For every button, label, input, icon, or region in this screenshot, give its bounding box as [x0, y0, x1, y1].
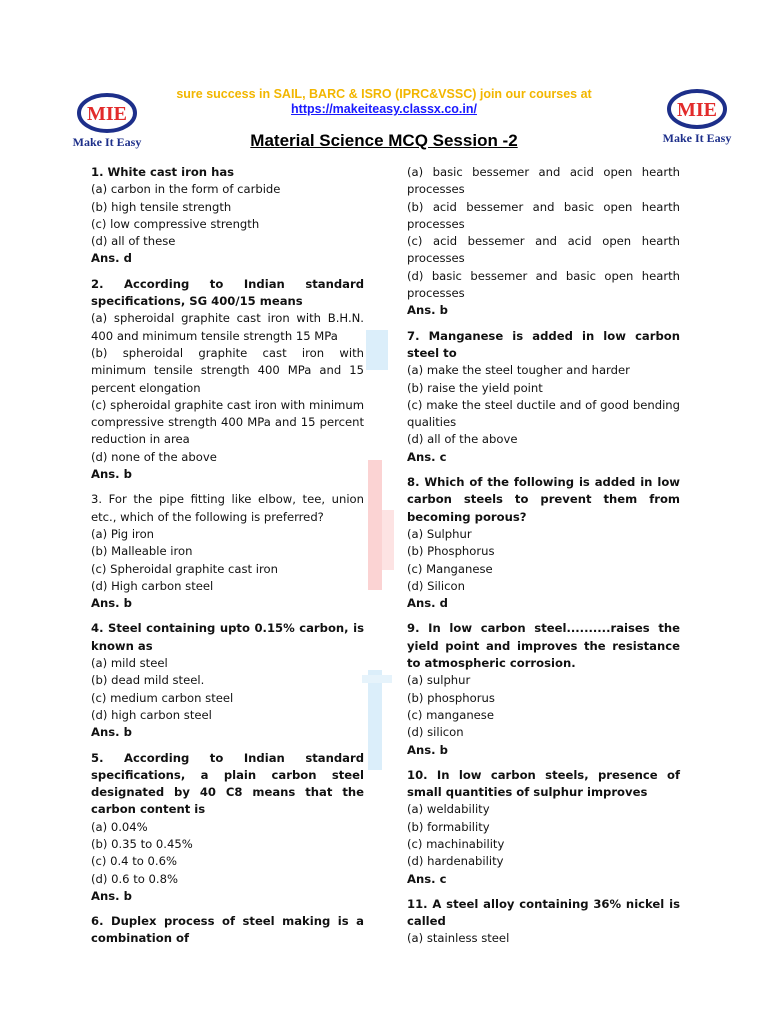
- mie-logo-icon: [666, 88, 728, 130]
- logo-left: [62, 92, 152, 149]
- answer-key: Ans. c: [407, 449, 447, 464]
- question-text: 10. In low carbon steels, presence of small quantities of sulphur improves: [407, 767, 680, 800]
- answer-option: (a) weldability: [407, 802, 490, 817]
- answer-option: (b) Phosphorus: [407, 544, 495, 559]
- courses-link[interactable]: https://makeiteasy.classx.co.in/: [291, 102, 477, 116]
- answer-option: (a) make the steel tougher and harder: [407, 363, 630, 378]
- question-block: [91, 750, 364, 906]
- answer-key: Ans. d: [407, 596, 448, 611]
- answer-option: (d) Silicon: [407, 578, 465, 593]
- answer-option: (c) 0.4 to 0.6%: [91, 854, 178, 869]
- answer-option: (c) low compressive strength: [91, 216, 260, 231]
- question-text: 7. Manganese is added in low carbon steel to: [407, 328, 680, 360]
- answer-option: (c) machinability: [407, 836, 505, 851]
- answer-option: (c) spheroidal graphite cast iron with minimum compressive strength 400 MPa and 15 percent reduction in area: [91, 397, 364, 447]
- answer-key: Ans. b: [91, 467, 132, 482]
- answer-option: (b) dead mild steel.: [91, 673, 205, 688]
- answer-option: (a) sulphur: [407, 673, 471, 688]
- question-block: [407, 164, 680, 320]
- logo-caption: Make It Easy: [72, 135, 142, 149]
- answer-option: (c) acid bessemer and acid open hearth processes: [407, 234, 680, 266]
- answer-option: (b) acid bessemer and basic open hearth processes: [407, 199, 680, 231]
- answer-option: (b) phosphorus: [407, 690, 495, 705]
- answer-option: (b) raise the yield point: [407, 380, 543, 395]
- question-text: 3. For the pipe fitting like elbow, tee, union etc., which of the following is preferred?: [91, 492, 364, 524]
- question-text: 4. Steel containing upto 0.15% carbon, is known as: [91, 621, 364, 653]
- answer-option: (d) hardenability: [407, 854, 504, 869]
- answer-option: (d) all of the above: [407, 432, 518, 447]
- question-block: [407, 767, 680, 888]
- answer-option: (b) spheroidal graphite cast iron with minimum tensile strength 400 MPa and 15 percent elongation: [91, 345, 364, 395]
- answer-option: (a) Pig iron: [91, 526, 155, 541]
- question-text: 5. According to Indian standard specifications, a plain carbon steel designated by 40 C8 means that the carbon content is: [91, 750, 364, 817]
- answer-option: (d) all of these: [91, 234, 176, 249]
- mie-logo-icon: [76, 92, 138, 134]
- right-column: [407, 164, 680, 956]
- answer-option: (c) Spheroidal graphite cast iron: [91, 561, 278, 576]
- answer-option: (a) mild steel: [91, 656, 168, 671]
- answer-option: (a) 0.04%: [91, 819, 148, 834]
- answer-key: Ans. b: [91, 596, 132, 611]
- question-text: 8. Which of the following is added in low carbon steels to prevent them from becoming porous?: [407, 475, 680, 524]
- logo-text: MIE: [677, 99, 717, 121]
- answer-key: Ans. b: [407, 303, 448, 318]
- answer-option: (a) Sulphur: [407, 526, 472, 541]
- answer-option: (a) carbon in the form of carbide: [91, 182, 281, 197]
- answer-key: Ans. b: [91, 888, 132, 903]
- answer-key: Ans. b: [407, 742, 448, 757]
- answer-option: (d) basic bessemer and basic open hearth processes: [407, 268, 680, 301]
- answer-key: Ans. c: [407, 871, 447, 886]
- answer-option: (d) none of the above: [91, 449, 217, 464]
- logo-caption: Make It Easy: [662, 131, 732, 145]
- question-block: [407, 896, 680, 948]
- promo-banner: sure success in SAIL, BARC & ISRO (IPRC&VSSC) join our courses at: [176, 87, 592, 101]
- question-block: [91, 620, 364, 741]
- question-text: 11. A steel alloy containing 36% nickel is called: [407, 896, 680, 929]
- question-block: [91, 491, 364, 612]
- answer-option: (a) basic bessemer and acid open hearth processes: [407, 165, 680, 197]
- question-text: 6. Duplex process of steel making is a combination of: [91, 914, 364, 946]
- answer-option: (c) medium carbon steel: [91, 690, 234, 705]
- answer-option: (c) Manganese: [407, 561, 493, 576]
- answer-option: (d) silicon: [407, 725, 464, 740]
- question-text: 2. According to Indian standard specifications, SG 400/15 means: [91, 276, 364, 309]
- answer-key: Ans. b: [91, 725, 132, 740]
- left-column: [91, 164, 364, 956]
- answer-option: (a) stainless steel: [407, 931, 510, 946]
- page-title: Material Science MCQ Session -2: [250, 131, 518, 150]
- answer-option: (a) spheroidal graphite cast iron with B.H.N. 400 and minimum tensile strength 15 MPa: [91, 311, 364, 343]
- answer-option: (c) manganese: [407, 707, 494, 722]
- answer-option: (d) 0.6 to 0.8%: [91, 871, 178, 886]
- answer-option: (d) High carbon steel: [91, 578, 214, 593]
- logo-right: [652, 88, 742, 145]
- question-text: 9. In low carbon steel..........raises the yield point and improves the resistance to atmospheric corrosion.: [407, 621, 680, 671]
- question-block: [407, 620, 680, 758]
- question-block: [91, 913, 364, 948]
- question-block: [91, 276, 364, 484]
- answer-option: (b) 0.35 to 0.45%: [91, 836, 193, 851]
- answer-option: (b) formability: [407, 819, 490, 834]
- question-text: 1. White cast iron has: [91, 165, 235, 179]
- question-block: [407, 474, 680, 612]
- answer-key: Ans. d: [91, 251, 132, 266]
- answer-option: (c) make the steel ductile and of good bending qualities: [407, 397, 680, 430]
- answer-option: (b) high tensile strength: [91, 199, 232, 214]
- answer-option: (d) high carbon steel: [91, 707, 212, 722]
- logo-text: MIE: [87, 103, 127, 125]
- question-block: [407, 328, 680, 466]
- question-block: [91, 164, 364, 268]
- answer-option: (b) Malleable iron: [91, 544, 193, 559]
